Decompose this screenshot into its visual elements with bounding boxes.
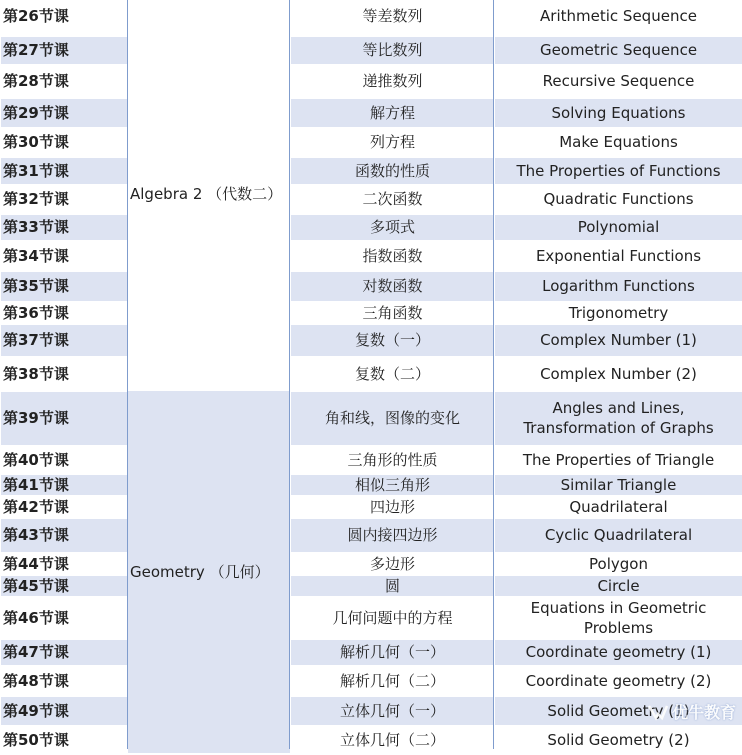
table-row [1,36,742,65]
topic-english: Make Equations [495,128,742,157]
table-row [1,575,742,597]
lesson-number: 第38节课 [1,357,128,391]
unit-name: Geometry （几何） [128,391,291,754]
table-row [1,474,742,496]
topic-english: Circle [495,575,742,597]
lesson-number: 第26节课 [1,0,128,36]
topic-chinese: 函数的性质 [291,157,495,185]
lesson-number: 第37节课 [1,324,128,357]
topic-english: Equations in Geometric Problems [495,597,742,639]
column-divider [289,0,290,749]
unit-name: Algebra 2 （代数二） [128,0,291,391]
table-row [1,128,742,157]
table-row [1,666,742,696]
topic-chinese: 二次函数 [291,185,495,214]
topic-english: Cyclic Quadrilateral [495,518,742,553]
lesson-number: 第50节课 [1,726,128,754]
lesson-number: 第39节课 [1,391,128,446]
topic-english: Complex Number (1) [495,324,742,357]
topic-english: Similar Triangle [495,474,742,496]
lesson-number: 第29节课 [1,98,128,128]
topic-chinese: 解方程 [291,98,495,128]
topic-english: Recursive Sequence [495,65,742,98]
lesson-number: 第48节课 [1,666,128,696]
topic-chinese: 多项式 [291,214,495,241]
table-row [1,726,742,754]
lesson-number: 第42节课 [1,496,128,518]
table-row [1,157,742,185]
table-row [1,357,742,391]
topic-english: Quadratic Functions [495,185,742,214]
topic-english: Solid Geometry (2) [495,726,742,754]
topic-chinese: 立体几何（二） [291,726,495,754]
topic-chinese: 相似三角形 [291,474,495,496]
topic-chinese: 圆 [291,575,495,597]
topic-english: Quadrilateral [495,496,742,518]
topic-chinese: 等差数列 [291,0,495,36]
lesson-number: 第34节课 [1,241,128,271]
watermark [647,700,736,723]
topic-english: Logarithm Functions [495,271,742,302]
column-divider [127,0,128,749]
table-row [1,302,742,324]
table-row [1,639,742,666]
topic-chinese: 三角形的性质 [291,446,495,474]
topic-chinese: 解析几何（二） [291,666,495,696]
table-row [1,696,742,726]
topic-english: The Properties of Functions [495,157,742,185]
lesson-number: 第45节课 [1,575,128,597]
table-row [1,214,742,241]
lesson-number: 第35节课 [1,271,128,302]
topic-chinese: 几何问题中的方程 [291,597,495,639]
topic-chinese: 列方程 [291,128,495,157]
topic-english: Solving Equations [495,98,742,128]
topic-english: Geometric Sequence [495,36,742,65]
table-row [1,241,742,271]
topic-english: Polygon [495,553,742,575]
topic-english: Solid Geometry (1) [495,696,742,726]
table-row [1,553,742,575]
watermark-text: 优牛教育 [672,700,736,723]
topic-english: Arithmetic Sequence [495,0,742,36]
table-row [1,446,742,474]
topic-english: Complex Number (2) [495,357,742,391]
topic-chinese: 指数函数 [291,241,495,271]
topic-english: Coordinate geometry (1) [495,639,742,666]
topic-english: Exponential Functions [495,241,742,271]
brand-logo-icon [647,703,669,721]
lesson-number: 第41节课 [1,474,128,496]
table-row [1,185,742,214]
lesson-number: 第33节课 [1,214,128,241]
topic-chinese: 对数函数 [291,271,495,302]
lesson-number: 第44节课 [1,553,128,575]
lesson-number: 第36节课 [1,302,128,324]
table-row [1,65,742,98]
topic-chinese: 立体几何（一） [291,696,495,726]
lesson-number: 第28节课 [1,65,128,98]
table-row [1,324,742,357]
lesson-number: 第30节课 [1,128,128,157]
topic-english: Coordinate geometry (2) [495,666,742,696]
topic-chinese: 递推数列 [291,65,495,98]
topic-english: Angles and Lines, Transformation of Graphs [495,391,742,446]
lesson-number: 第40节课 [1,446,128,474]
table-row [1,597,742,639]
table-row [1,496,742,518]
topic-chinese: 圆内接四边形 [291,518,495,553]
topic-chinese: 三角函数 [291,302,495,324]
table-row [1,518,742,553]
lesson-number: 第32节课 [1,185,128,214]
topic-chinese: 复数（二） [291,357,495,391]
lesson-number: 第46节课 [1,597,128,639]
topic-english: Polynomial [495,214,742,241]
topic-chinese: 复数（一） [291,324,495,357]
topic-english: Trigonometry [495,302,742,324]
lesson-number: 第49节课 [1,696,128,726]
topic-english: The Properties of Triangle [495,446,742,474]
lesson-number: 第27节课 [1,36,128,65]
lesson-number: 第47节课 [1,639,128,666]
topic-chinese: 解析几何（一） [291,639,495,666]
column-divider [493,0,494,749]
lesson-number: 第31节课 [1,157,128,185]
topic-chinese: 四边形 [291,496,495,518]
table-row [1,98,742,128]
topic-chinese: 角和线，图像的变化 [291,391,495,446]
table-row [1,271,742,302]
topic-chinese: 多边形 [291,553,495,575]
lesson-number: 第43节课 [1,518,128,553]
topic-chinese: 等比数列 [291,36,495,65]
table-row [1,391,742,446]
table-row [1,0,742,36]
